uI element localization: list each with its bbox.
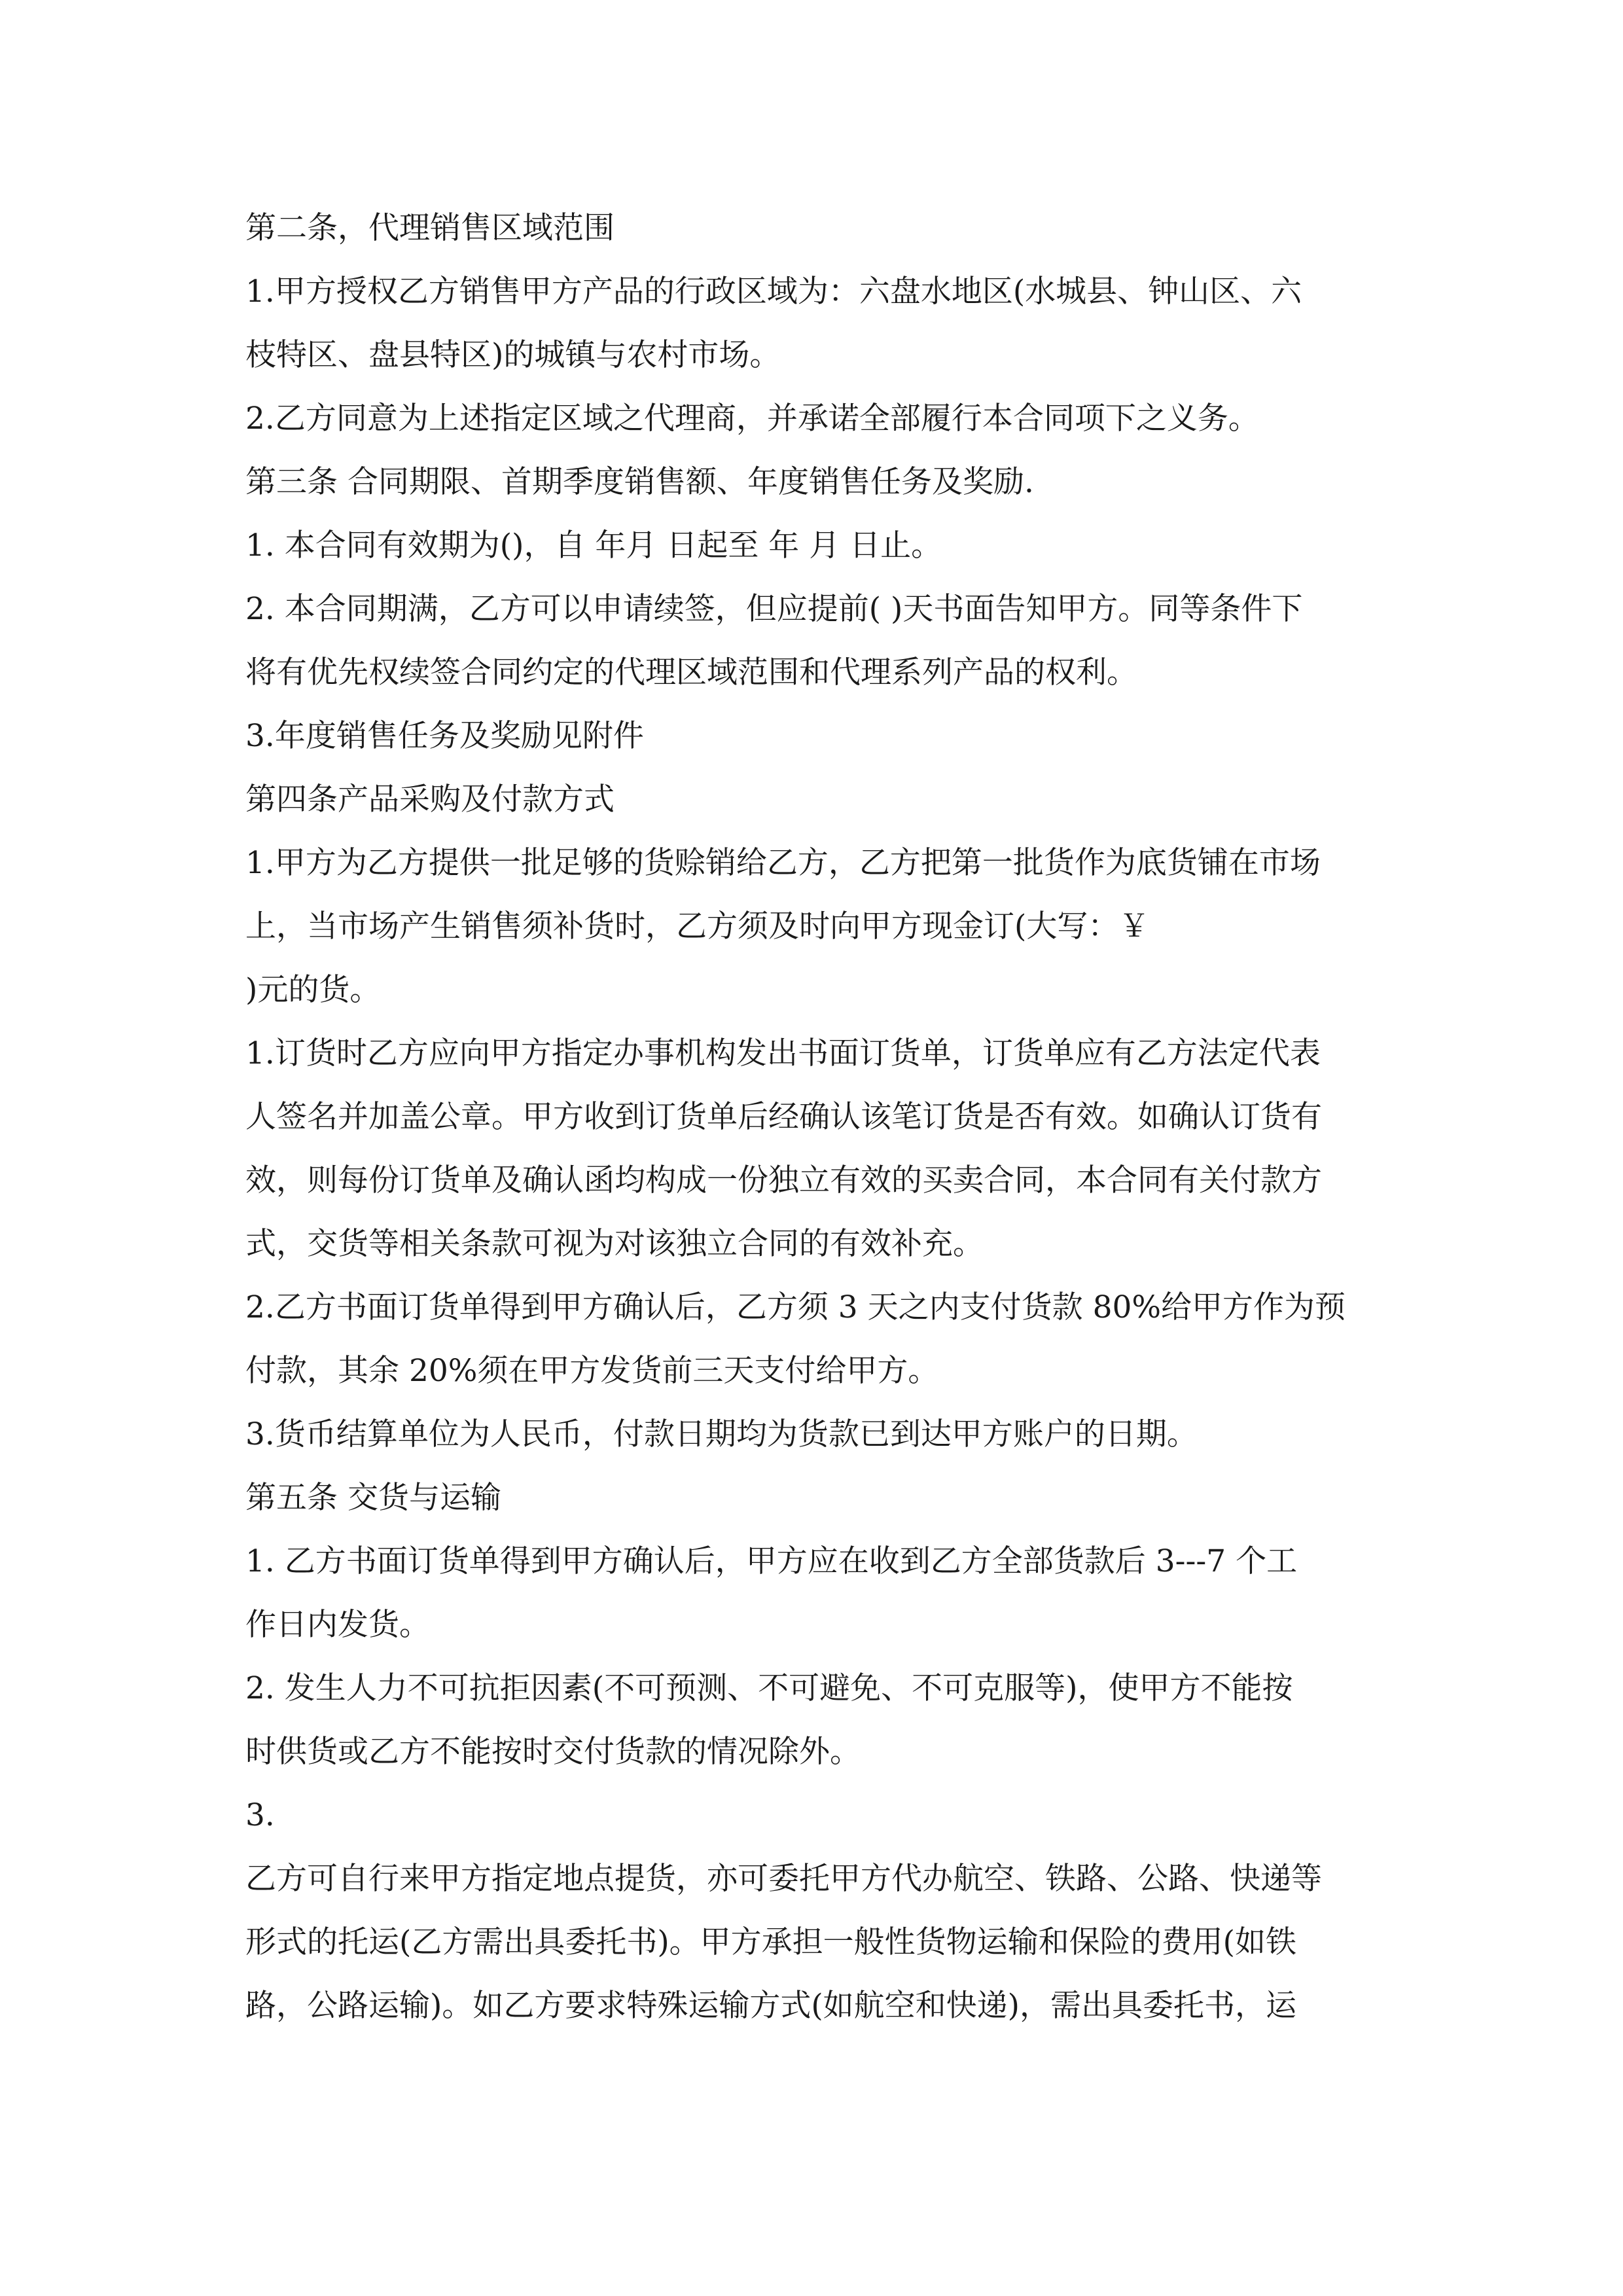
paragraph-line: 2. 发生人力不可抗拒因素(不可预测、不可避免、不可克服等)，使甲方不能按 [245, 1670, 1293, 1706]
paragraph-line: 1.甲方授权乙方销售甲方产品的行政区域为：六盘水地区(水城县、钟山区、六 [245, 274, 1302, 310]
article-3-heading: 第三条 合同期限、首期季度销售额、年度销售任务及奖励. [245, 464, 1034, 500]
paragraph-line: )元的货。 [245, 972, 381, 1008]
paragraph-line: 人签名并加盖公章。甲方收到订货单后经确认该笔订货是否有效。如确认订货有 [245, 1099, 1322, 1135]
article-4-heading: 第四条产品采购及付款方式 [245, 781, 615, 817]
article-5-heading: 第五条 交货与运输 [245, 1480, 501, 1516]
paragraph-line: 时供货或乙方不能按时交付货款的情况除外。 [245, 1734, 861, 1770]
paragraph-line: 枝特区、盘县特区)的城镇与农村市场。 [245, 337, 781, 373]
paragraph-line: 付款，其余 20%须在甲方发货前三天支付给甲方。 [245, 1353, 939, 1389]
paragraph-line: 2.乙方书面订货单得到甲方确认后，乙方须 3 天之内支付货款 80%给甲方作为预 [245, 1289, 1346, 1325]
paragraph-line: 3. [245, 1797, 275, 1833]
paragraph-line: 1. 乙方书面订货单得到甲方确认后，甲方应在收到乙方全部货款后 3---7 个工 [245, 1543, 1298, 1579]
paragraph-line: 形式的托运(乙方需出具委托书)。甲方承担一般性货物运输和保险的费用(如铁 [245, 1924, 1297, 1960]
document-body [245, 196, 1387, 2037]
paragraph-line: 效，则每份订货单及确认函均构成一份独立有效的买卖合同，本合同有关付款方 [245, 1162, 1322, 1198]
paragraph-line: 1.甲方为乙方提供一批足够的货赊销给乙方，乙方把第一批货作为底货铺在市场 [245, 845, 1321, 881]
paragraph-line: 1. 本合同有效期为()，自 年月 日起至 年 月 日止。 [245, 528, 942, 564]
paragraph-line: 3.年度销售任务及奖励见附件 [245, 718, 644, 754]
paragraph-line: 作日内发货。 [245, 1607, 430, 1643]
paragraph-line: 1.订货时乙方应向甲方指定办事机构发出书面订货单，订货单应有乙方法定代表 [245, 1035, 1321, 1071]
paragraph-line: 2.乙方同意为上述指定区域之代理商，并承诺全部履行本合同项下之义务。 [245, 401, 1259, 437]
paragraph-line: 3.货币结算单位为人民币，付款日期均为货款已到达甲方账户的日期。 [245, 1416, 1198, 1452]
paragraph-line: 上，当市场产生销售须补货时，乙方须及时向甲方现金订(大写：￥ [245, 908, 1150, 944]
paragraph-line: 2. 本合同期满，乙方可以申请续签，但应提前( )天书面告知甲方。同等条件下 [245, 591, 1303, 627]
paragraph-line: 路，公路运输)。如乙方要求特殊运输方式(如航空和快递)，需出具委托书，运 [245, 1988, 1297, 2024]
article-2-heading: 第二条，代理销售区域范围 [245, 210, 615, 246]
paragraph-line: 将有优先权续签合同约定的代理区域范围和代理系列产品的权利。 [245, 655, 1137, 691]
paragraph-line: 乙方可自行来甲方指定地点提货，亦可委托甲方代办航空、铁路、公路、快递等 [245, 1861, 1322, 1897]
paragraph-line: 式，交货等相关条款可视为对该独立合同的有效补充。 [245, 1226, 984, 1262]
